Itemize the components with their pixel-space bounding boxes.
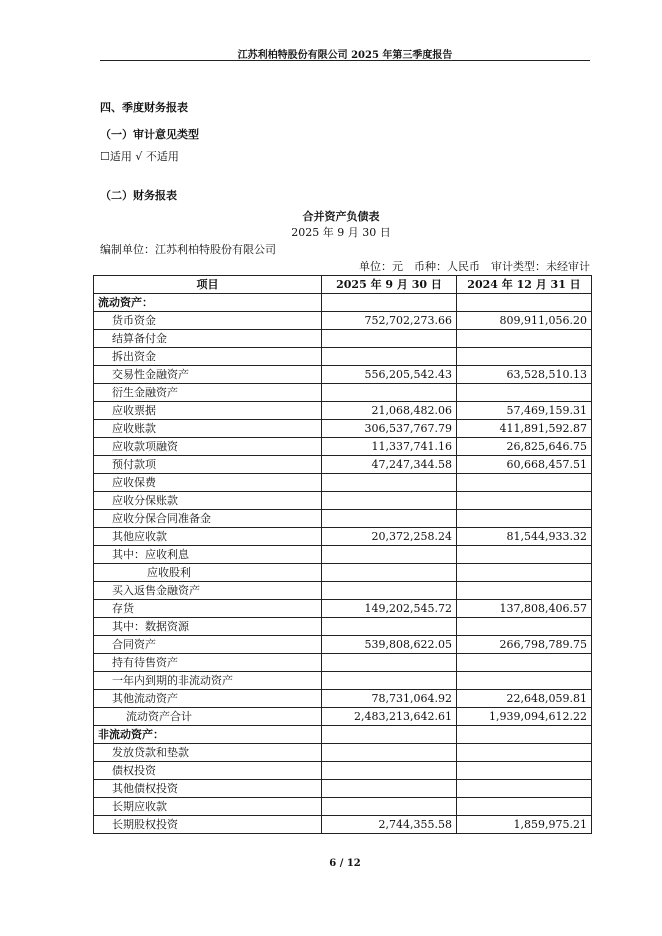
row-value-prior: 809,911,056.20 (457, 312, 592, 330)
row-value-prior (457, 798, 592, 816)
balance-sheet-table (93, 275, 592, 834)
row-value-current (322, 330, 457, 348)
row-value-current (322, 564, 457, 582)
row-value-current: 78,731,064.92 (322, 690, 457, 708)
row-item-label: 持有待售资产 (94, 654, 322, 672)
table-row (94, 456, 592, 474)
row-value-prior (457, 672, 592, 690)
table-row (94, 348, 592, 366)
table-row (94, 384, 592, 402)
row-value-current: 47,247,344.58 (322, 456, 457, 474)
row-value-current (322, 726, 457, 744)
row-value-current (322, 672, 457, 690)
table-row (94, 510, 592, 528)
balance-sheet-title: 合并资产负债表 (302, 210, 380, 223)
row-value-prior (457, 510, 592, 528)
column-header-item: 项目 (94, 276, 322, 294)
table-row (94, 636, 592, 654)
table-row (94, 330, 592, 348)
row-item-label: 交易性金融资产 (94, 366, 322, 384)
row-item-label: 应收分保合同准备金 (94, 510, 322, 528)
row-item-label: 应收账款 (94, 420, 322, 438)
audit-opinion-heading: （一）审计意见类型 (100, 128, 199, 141)
row-value-current (322, 762, 457, 780)
table-row (94, 816, 592, 834)
table-row (94, 762, 592, 780)
table-row (94, 366, 592, 384)
table-header-row (94, 276, 592, 294)
table-row (94, 618, 592, 636)
row-item-label: 一年内到期的非流动资产 (94, 672, 322, 690)
row-value-prior: 411,891,592.87 (457, 420, 592, 438)
row-value-prior (457, 582, 592, 600)
row-item-label: 发放贷款和垫款 (94, 744, 322, 762)
table-row (94, 708, 592, 726)
row-value-current (322, 474, 457, 492)
row-value-current: 149,202,545.72 (322, 600, 457, 618)
row-item-label: 其他应收款 (94, 528, 322, 546)
table-row (94, 312, 592, 330)
table-row (94, 294, 592, 312)
table-row (94, 690, 592, 708)
row-item-label: 应收保费 (94, 474, 322, 492)
row-value-current (322, 510, 457, 528)
table-row (94, 564, 592, 582)
row-value-prior: 22,648,059.81 (457, 690, 592, 708)
row-value-current: 2,483,213,642.61 (322, 708, 457, 726)
report-header-title: 江苏利柏特股份有限公司 2025 年第三季度报告 (237, 50, 453, 61)
table-row (94, 492, 592, 510)
header-divider (100, 60, 590, 61)
row-value-current: 21,068,482.06 (322, 402, 457, 420)
row-value-current (322, 492, 457, 510)
table-row (94, 420, 592, 438)
row-value-current (322, 654, 457, 672)
row-item-label: 长期应收款 (94, 798, 322, 816)
row-item-label: 其他债权投资 (94, 780, 322, 798)
row-value-prior: 57,469,159.31 (457, 402, 592, 420)
row-item-label: 其中：数据资源 (94, 618, 322, 636)
table-row (94, 726, 592, 744)
row-value-prior (457, 762, 592, 780)
row-item-label: 流动资产： (94, 294, 322, 312)
financial-statements-heading: （二）财务报表 (100, 189, 177, 202)
audit-opinion-option: ☐适用 √ 不适用 (100, 150, 179, 163)
table-row (94, 474, 592, 492)
row-item-label: 应收款项融资 (94, 438, 322, 456)
row-item-label: 长期股权投资 (94, 816, 322, 834)
table-row (94, 798, 592, 816)
table-row (94, 672, 592, 690)
row-value-prior (457, 330, 592, 348)
row-item-label: 衍生金融资产 (94, 384, 322, 402)
row-item-label: 应收分保账款 (94, 492, 322, 510)
row-value-prior (457, 546, 592, 564)
row-value-prior (457, 348, 592, 366)
row-item-label: 债权投资 (94, 762, 322, 780)
row-value-prior (457, 492, 592, 510)
row-value-current: 2,744,355.58 (322, 816, 457, 834)
section-title: 四、季度财务报表 (100, 101, 188, 114)
row-item-label: 存货 (94, 600, 322, 618)
row-value-current (322, 744, 457, 762)
row-value-current (322, 384, 457, 402)
row-value-prior (457, 564, 592, 582)
row-value-prior (457, 474, 592, 492)
column-header-prior: 2024 年 12 月 31 日 (457, 276, 592, 294)
row-value-prior (457, 780, 592, 798)
table-row (94, 582, 592, 600)
unit-currency-note: 单位：元 币种：人民币 审计类型：未经审计 (359, 260, 590, 273)
row-item-label: 应收股利 (94, 564, 322, 582)
row-value-prior (457, 384, 592, 402)
table-row (94, 654, 592, 672)
row-value-current (322, 546, 457, 564)
row-value-prior (457, 618, 592, 636)
row-value-prior: 63,528,510.13 (457, 366, 592, 384)
row-value-current (322, 798, 457, 816)
row-item-label: 应收票据 (94, 402, 322, 420)
row-value-current (322, 618, 457, 636)
row-value-prior: 1,859,975.21 (457, 816, 592, 834)
page-number: 6 / 12 (329, 858, 361, 869)
row-value-current (322, 780, 457, 798)
row-value-prior: 60,668,457.51 (457, 456, 592, 474)
row-value-current: 11,337,741.16 (322, 438, 457, 456)
row-value-prior: 26,825,646.75 (457, 438, 592, 456)
row-value-current: 556,205,542.43 (322, 366, 457, 384)
table-row (94, 780, 592, 798)
table-row (94, 600, 592, 618)
row-value-prior: 137,808,406.57 (457, 600, 592, 618)
column-header-current: 2025 年 9 月 30 日 (322, 276, 457, 294)
table-row (94, 438, 592, 456)
row-value-prior (457, 654, 592, 672)
row-item-label: 买入返售金融资产 (94, 582, 322, 600)
row-item-label: 非流动资产： (94, 726, 322, 744)
row-item-label: 结算备付金 (94, 330, 322, 348)
row-value-current: 20,372,258.24 (322, 528, 457, 546)
table-row (94, 402, 592, 420)
table-row (94, 744, 592, 762)
row-value-prior (457, 726, 592, 744)
row-value-current (322, 582, 457, 600)
row-item-label: 其他流动资产 (94, 690, 322, 708)
row-item-label: 合同资产 (94, 636, 322, 654)
row-item-label: 预付款项 (94, 456, 322, 474)
row-item-label: 拆出资金 (94, 348, 322, 366)
row-item-label: 流动资产合计 (94, 708, 322, 726)
row-value-prior: 1,939,094,612.22 (457, 708, 592, 726)
balance-sheet-date: 2025 年 9 月 30 日 (291, 226, 391, 239)
row-value-prior: 81,544,933.32 (457, 528, 592, 546)
row-value-current: 539,808,622.05 (322, 636, 457, 654)
row-value-current: 306,537,767.79 (322, 420, 457, 438)
row-value-current: 752,702,273.66 (322, 312, 457, 330)
row-value-current (322, 348, 457, 366)
row-value-prior (457, 744, 592, 762)
row-value-prior (457, 294, 592, 312)
row-item-label: 货币资金 (94, 312, 322, 330)
row-value-current (322, 294, 457, 312)
table-row (94, 546, 592, 564)
compiler-unit: 编制单位：江苏利柏特股份有限公司 (100, 243, 276, 256)
table-row (94, 528, 592, 546)
row-value-prior: 266,798,789.75 (457, 636, 592, 654)
row-item-label: 其中：应收利息 (94, 546, 322, 564)
